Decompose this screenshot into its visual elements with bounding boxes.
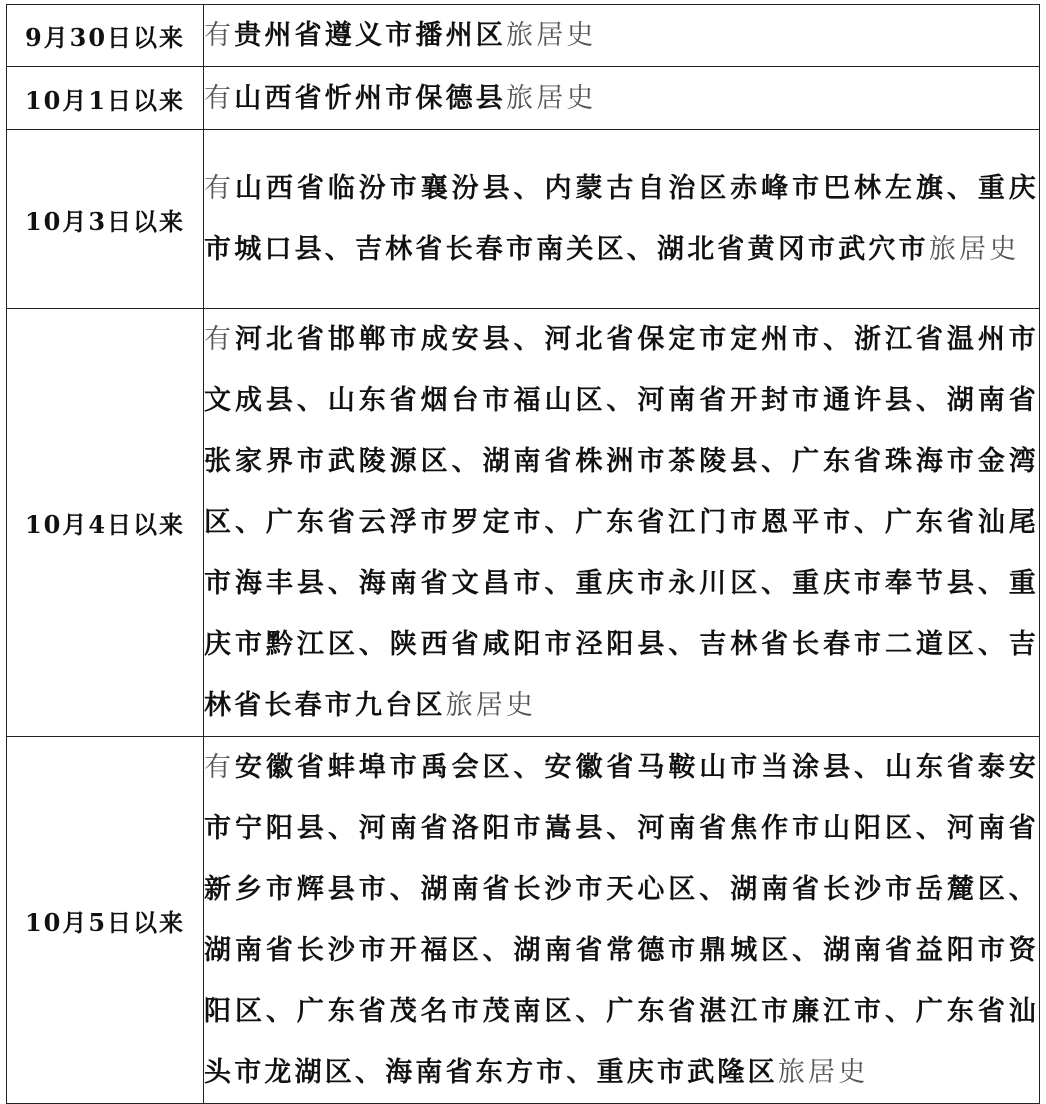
suffix-text: 旅居史 (445, 690, 537, 721)
prefix-text: 有 (204, 173, 235, 204)
suffix-text: 旅居史 (777, 1057, 869, 1088)
places-text: 山西省临汾市襄汾县、内蒙古自治区赤峰市巴林左旗、重庆市城口县、吉林省长春市南关区、湖北省黄冈市武穴市 (204, 173, 1040, 265)
table-row (7, 67, 1040, 130)
places-cell (204, 309, 1040, 737)
places-text: 河北省邯郸市成安县、河北省保定市定州市、浙江省温州市文成县、山东省烟台市福山区、河南省开封市通许县、湖南省张家界市武陵源区、湖南省株洲市茶陵县、广东省珠海市金湾区、广东省云浮市罗定市、广东省江门市恩平市、广东省汕尾市海丰县、海南省文昌市、重庆市永川区、重庆市奉节县、重庆市黔江区、陕西省咸阳市泾阳县、吉林省长春市二道区、吉林省长春市九台区 (204, 324, 1040, 721)
places-cell (204, 737, 1040, 1104)
table-row (7, 5, 1040, 67)
prefix-text: 有 (204, 324, 235, 355)
table-row (7, 130, 1040, 309)
date-cell: 10月3日以来 (7, 130, 204, 309)
places-text: 贵州省遵义市播州区 (234, 20, 507, 51)
places-text: 安徽省蚌埠市禹会区、安徽省马鞍山市当涂县、山东省泰安市宁阳县、河南省洛阳市嵩县、河南省焦作市山阳区、河南省新乡市辉县市、湖南省长沙市天心区、湖南省长沙市岳麓区、湖南省长沙市开福区、湖南省常德市鼎城区、湖南省益阳市资阳区、广东省茂名市茂南区、广东省湛江市廉江市、广东省汕头市龙湖区、海南省东方市、重庆市武隆区 (204, 752, 1040, 1088)
table-row (7, 737, 1040, 1104)
prefix-text: 有 (204, 752, 235, 783)
suffix-text: 旅居史 (928, 234, 1020, 265)
suffix-text: 旅居史 (506, 20, 597, 51)
places-cell (204, 130, 1040, 309)
places-cell (204, 5, 1040, 67)
travel-history-table (6, 4, 1040, 1104)
prefix-text: 有 (204, 82, 235, 114)
suffix-text: 旅居史 (506, 82, 597, 114)
places-cell (204, 67, 1040, 130)
places-text: 山西省忻州市保德县 (234, 82, 507, 114)
table-row (7, 309, 1040, 737)
date-cell: 10月1日以来 (7, 67, 204, 130)
date-cell: 9月30日以来 (7, 5, 204, 67)
date-cell: 10月5日以来 (7, 737, 204, 1104)
date-cell: 10月4日以来 (7, 309, 204, 737)
prefix-text: 有 (204, 20, 235, 51)
